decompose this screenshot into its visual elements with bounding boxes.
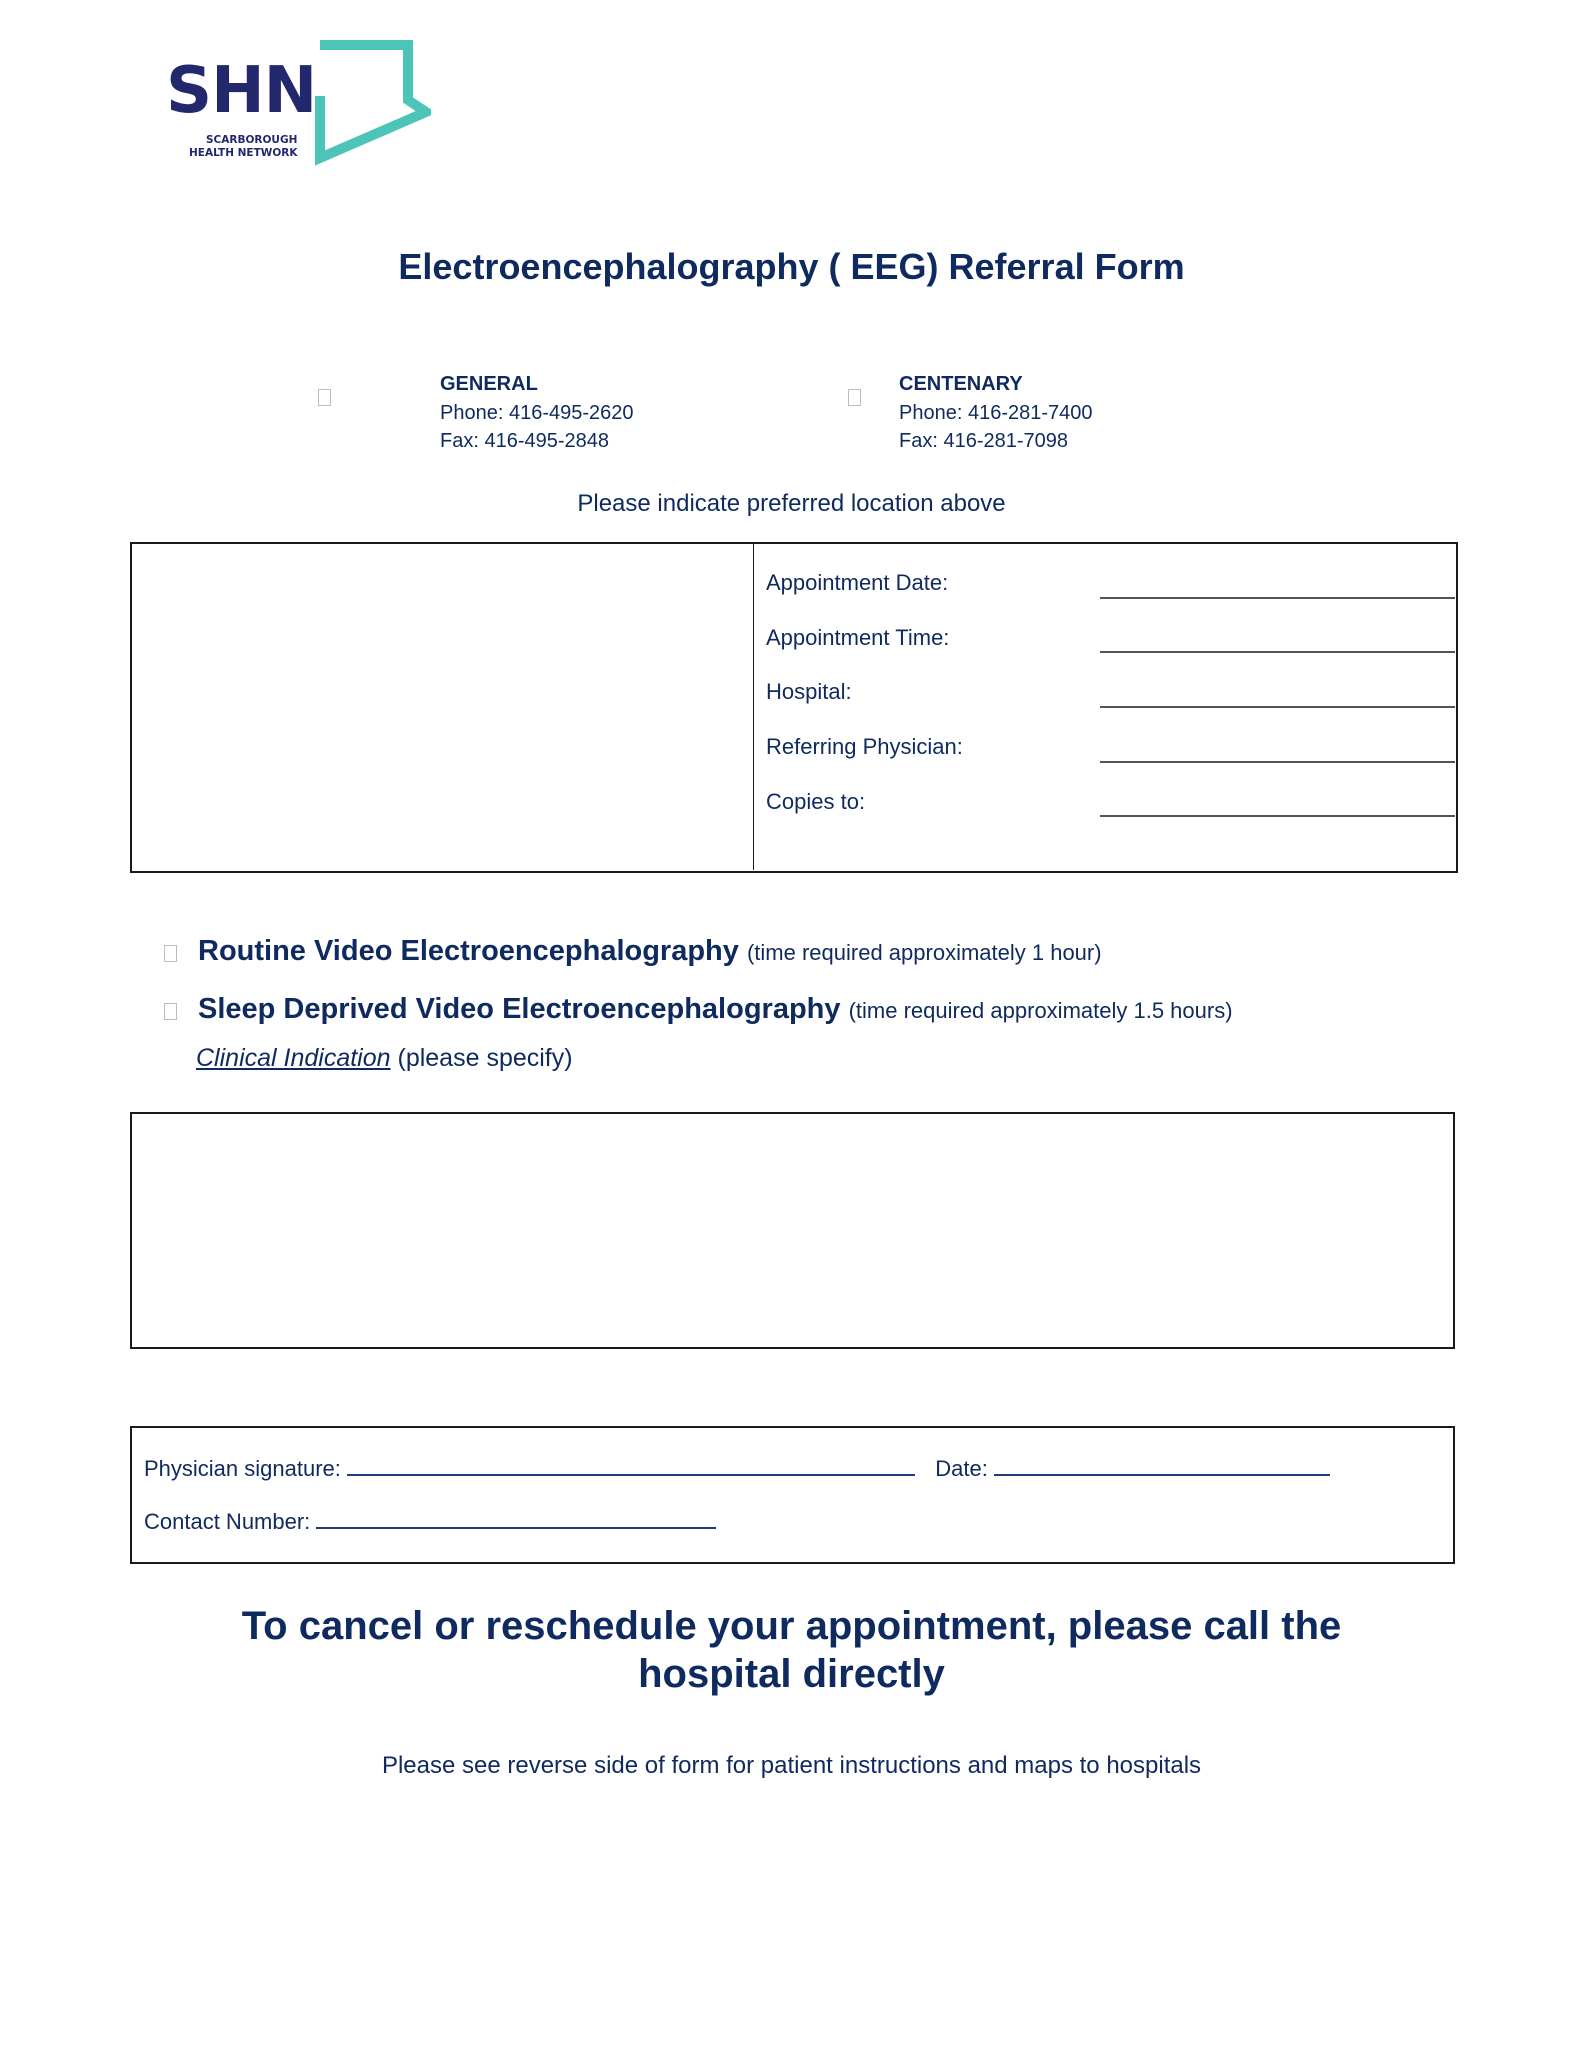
- appointment-date-label: Appointment Date:: [766, 570, 949, 595]
- routine-eeg-checkbox[interactable]: [164, 945, 177, 962]
- exam-label: Routine Video Electroencephalography: [198, 935, 739, 967]
- cancel-notice-line1: To cancel or reschedule your appointment, please call the: [241, 1604, 1342, 1648]
- location-phone: Phone: 416-495-2620: [440, 401, 634, 424]
- logo-acronym: SHN: [166, 54, 317, 128]
- location-general: [440, 370, 634, 456]
- location-general-checkbox[interactable]: [318, 389, 331, 406]
- location-centenary-checkbox[interactable]: [848, 389, 861, 406]
- location-phone: Phone: 416-281-7400: [899, 401, 1093, 424]
- appointment-time-label: Appointment Time:: [766, 625, 950, 650]
- signature-date-field[interactable]: [994, 1456, 1330, 1476]
- hospital-field[interactable]: [1100, 706, 1455, 708]
- sleep-deprived-eeg-checkbox[interactable]: [164, 1003, 177, 1020]
- copies-to-label: Copies to:: [766, 789, 866, 814]
- appointment-date-field[interactable]: [1100, 597, 1455, 599]
- location-name: CENTENARY: [899, 373, 1023, 395]
- clinical-indication-title: Clinical Indication: [196, 1044, 391, 1072]
- clinical-indication-label: [196, 1044, 573, 1073]
- cancel-notice-line2: hospital directly: [638, 1652, 945, 1696]
- location-instruction: Please indicate preferred location above: [577, 490, 1006, 517]
- location-name: GENERAL: [440, 373, 538, 395]
- sleep-deprived-eeg-option: [198, 993, 1233, 1026]
- date-label: Date:: [935, 1456, 988, 1481]
- physician-signature-field[interactable]: [347, 1456, 915, 1476]
- copies-to-field[interactable]: [1100, 815, 1455, 817]
- box-divider: [753, 544, 754, 870]
- referring-physician-field[interactable]: [1100, 761, 1455, 763]
- cancel-notice: [0, 1602, 1583, 1698]
- contact-number-row: [144, 1509, 716, 1535]
- physician-signature-row: [144, 1456, 1330, 1482]
- patient-label-area[interactable]: [132, 544, 752, 870]
- form-title: Electroencephalography ( EEG) Referral Form: [398, 246, 1185, 287]
- exam-note: (time required approximately 1 hour): [746, 940, 1102, 965]
- reverse-side-note: Please see reverse side of form for patient instructions and maps to hospitals: [381, 1752, 1202, 1779]
- signature-box: [130, 1426, 1455, 1564]
- routine-eeg-option: [198, 935, 1102, 968]
- shn-logo: [166, 40, 431, 166]
- contact-number-field[interactable]: [316, 1509, 716, 1529]
- clinical-indication-field[interactable]: [130, 1112, 1455, 1349]
- exam-label: Sleep Deprived Video Electroencephalography: [198, 993, 841, 1025]
- clinical-indication-hint: (please specify): [397, 1044, 573, 1072]
- logo-name-line1: SCARBOROUGH: [206, 134, 298, 146]
- exam-note: (time required approximately 1.5 hours): [848, 998, 1233, 1023]
- logo-name-line2: HEALTH NETWORK: [189, 147, 298, 159]
- location-fax: Fax: 416-495-2848: [440, 430, 610, 452]
- referring-physician-label: Referring Physician:: [766, 734, 963, 759]
- contact-number-label: Contact Number:: [144, 1509, 311, 1534]
- location-centenary: [899, 370, 1093, 456]
- hospital-label: Hospital:: [766, 679, 852, 704]
- appointment-time-field[interactable]: [1100, 651, 1455, 653]
- physician-signature-label: Physician signature:: [144, 1456, 341, 1481]
- location-fax: Fax: 416-281-7098: [899, 430, 1069, 452]
